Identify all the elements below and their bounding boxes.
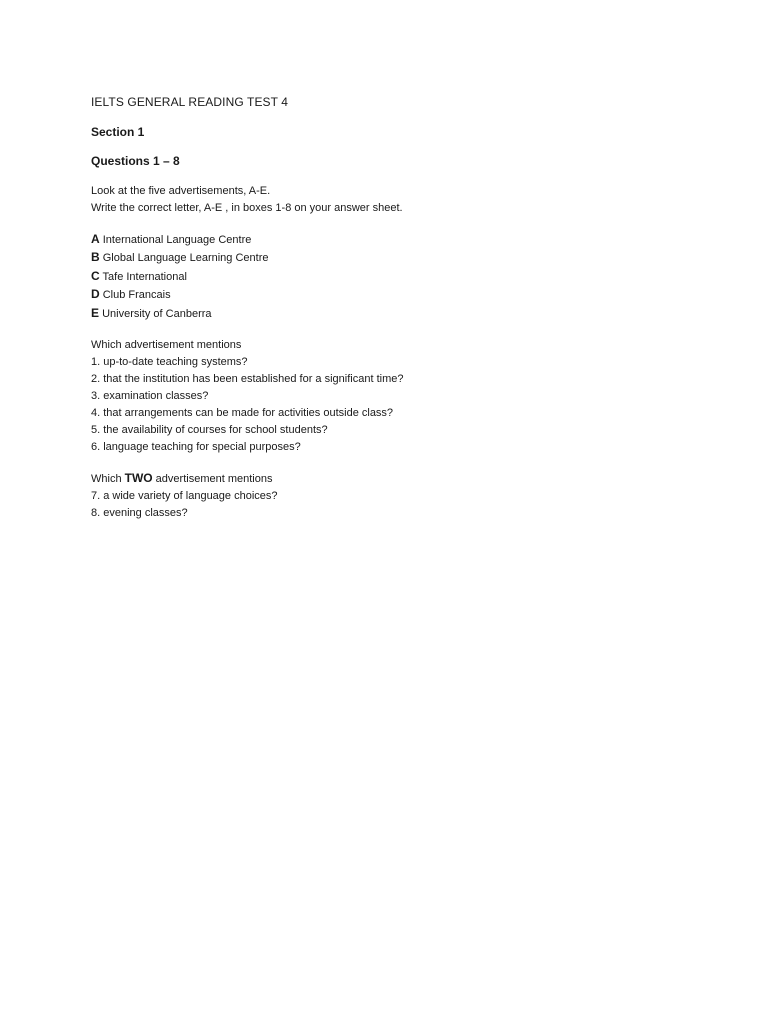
option-letter: B <box>91 250 100 265</box>
option-text: Global Language Learning Centre <box>102 252 269 265</box>
question-group-2 <box>91 470 731 522</box>
instruction-line: Look at the five advertisements, A-E. <box>91 185 271 197</box>
question-item: 6. language teaching for special purposes? <box>91 441 301 454</box>
option-item <box>91 268 731 286</box>
document-title: IELTS GENERAL READING TEST 4 <box>91 95 289 109</box>
question-item: 1. up-to-date teaching systems? <box>91 356 248 369</box>
question-item: 2. that the institution has been established for a significant time? <box>91 373 404 386</box>
question-group-1 <box>91 337 731 456</box>
question-prompt: Which advertisement mentions <box>91 339 242 352</box>
option-text: International Language Centre <box>102 234 252 246</box>
option-item <box>91 249 731 267</box>
options-list <box>91 231 731 323</box>
option-letter: E <box>91 305 100 320</box>
option-text: Tafe International <box>102 270 187 283</box>
option-text: University of Canberra <box>102 307 212 320</box>
option-item <box>91 305 731 323</box>
question-item: 8. evening classes? <box>91 507 188 520</box>
question-item: 3. examination classes? <box>91 390 209 403</box>
document-page <box>91 94 731 522</box>
question-item: 4. that arrangements can be made for activities outside class? <box>91 407 394 420</box>
question-item: 7. a wide variety of language choices? <box>91 490 278 503</box>
instructions <box>91 183 731 217</box>
question-prompt <box>91 470 731 488</box>
prompt-text: advertisement mentions <box>152 473 273 486</box>
option-text: Club Francais <box>102 289 171 302</box>
instruction-line: Write the correct letter, A-E , in boxes 1-8 on your answer sheet. <box>91 202 403 214</box>
prompt-emphasis: TWO <box>124 471 153 486</box>
option-letter: C <box>91 268 100 283</box>
option-item <box>91 231 731 249</box>
option-letter: D <box>91 287 100 302</box>
question-item: 5. the availability of courses for school students? <box>91 424 328 437</box>
section-heading: Section 1 <box>91 125 145 139</box>
prompt-text: Which <box>91 473 125 486</box>
option-letter: A <box>91 232 100 246</box>
option-item <box>91 286 731 304</box>
questions-heading: Questions 1 – 8 <box>91 154 180 168</box>
